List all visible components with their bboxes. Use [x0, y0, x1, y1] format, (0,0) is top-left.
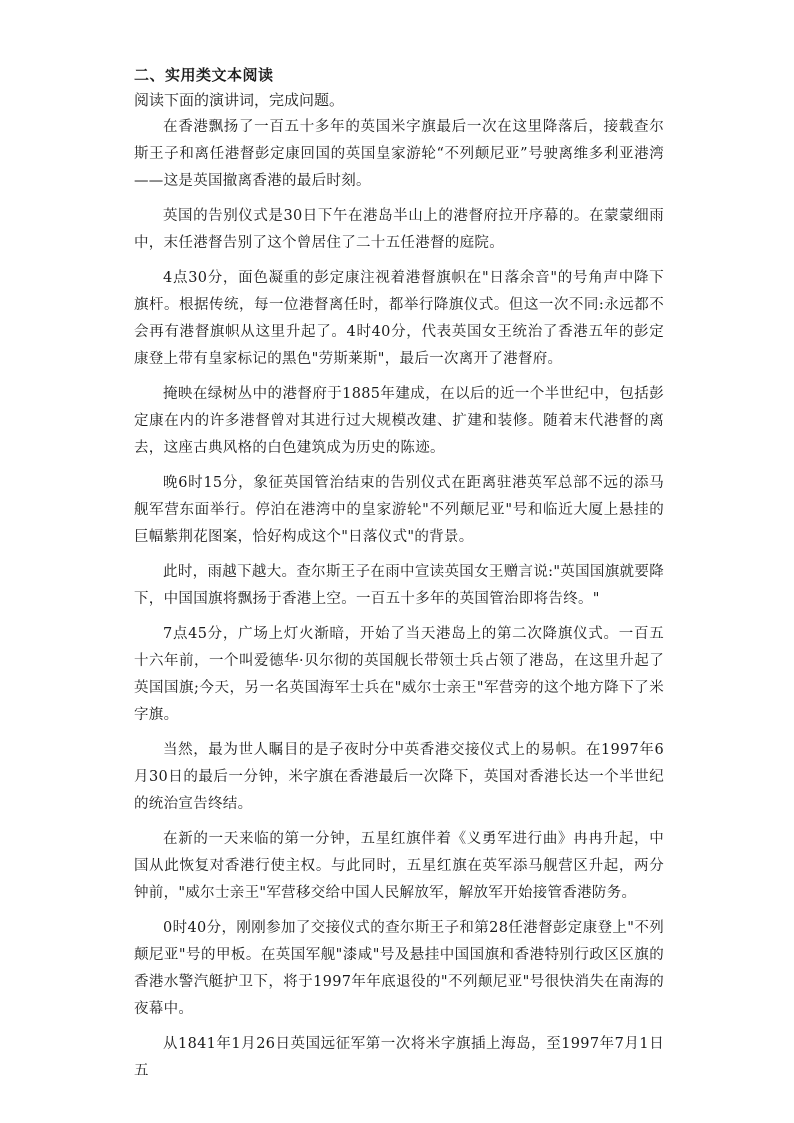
- paragraph: 4点30分，面色凝重的彭定康注视着港督旗帜在"日落余音"的号角声中降下旗杆。根据传统，每一位港督离任时，都举行降旗仪式。但这一次不同:永远都不会再有港督旗帜从这里升起了。4时40分，代表英国女王统治了香港五年的彭定康登上带有皇家标记的黑色"劳斯莱斯"，最后一次离开了港督府。: [134, 270, 664, 367]
- speech-text: [134, 114, 664, 1093]
- section-heading: 二、实用类文本阅读: [134, 66, 274, 84]
- paragraph: 7点45分，广场上灯火渐暗，开始了当天港岛上的第二次降旗仪式。一百五十六年前，一个叫爱德华·贝尔彻的英国舰长带领士兵占领了港岛，在这里升起了英国国旗;今天，另一名英国海军士兵在"威尔士亲王"军营旁的这个地方降下了米字旗。: [134, 626, 664, 723]
- paragraph: 0时40分，刚刚参加了交接仪式的查尔斯王子和第28任港督彭定康登上"不列颠尼亚"号的甲板。在英国军舰"漆咸"号及悬挂中国国旗和香港特别行政区区旗的香港水警汽艇护卫下，将于1997年年底退役的"不列颠尼亚"号很快消失在南海的夜幕中。: [134, 920, 664, 1017]
- paragraph: 掩映在绿树丛中的港督府于1885年建成，在以后的近一个半世纪中，包括彭定康在内的许多港督曾对其进行过大规模改建、扩建和装修。随着末代港督的离去，这座古典风格的白色建筑成为历史的陈迹。: [134, 386, 664, 456]
- paragraph: 当然，最为世人瞩目的是子夜时分中英香港交接仪式上的易帜。在1997年6月30日的最后一分钟，米字旗在香港最后一次降下，英国对香港长达一个半世纪的统治宣告终结。: [134, 742, 664, 812]
- reading-instruction: 阅读下面的演讲词，完成问题。: [134, 91, 345, 109]
- paragraph: 从1841年1月26日英国远征军第一次将米字旗插上海岛，至1997年7月1日五: [134, 1036, 664, 1079]
- paragraph: 在香港飘扬了一百五十多年的英国米字旗最后一次在这里降落后，接载查尔斯王子和离任港督彭定康回国的英国皇家游轮“不列颠尼亚”号驶离维多利亚港湾——这是英国撤离香港的最后时刻。: [134, 119, 664, 189]
- paragraph: 英国的告别仪式是30日下午在港岛半山上的港督府拉开序幕的。在蒙蒙细雨中，末任港督告别了这个曾居住了二十五任港督的庭院。: [134, 208, 664, 251]
- paragraph: 晚6时15分，象征英国管治结束的告别仪式在距离驻港英军总部不远的添马舰军营东面举行。停泊在港湾中的皇家游轮"不列颠尼亚"号和临近大厦上悬挂的巨幅紫荆花图案，恰好构成这个"日落仪式"的背景。: [134, 475, 664, 545]
- paragraph: 在新的一天来临的第一分钟，五星红旗伴着《义勇军进行曲》冉冉升起，中国从此恢复对香港行使主权。与此同时，五星红旗在英军添马舰营区升起，两分钟前，"威尔士亲王"军营移交给中国人民解放军，解放军开始接管香港防务。: [134, 831, 664, 901]
- paragraph: 此时，雨越下越大。查尔斯王子在雨中宣读英国女王赠言说:"英国国旗就要降下，中国国旗将飘扬于香港上空。一百五十多年的英国管治即将告终。": [134, 564, 664, 607]
